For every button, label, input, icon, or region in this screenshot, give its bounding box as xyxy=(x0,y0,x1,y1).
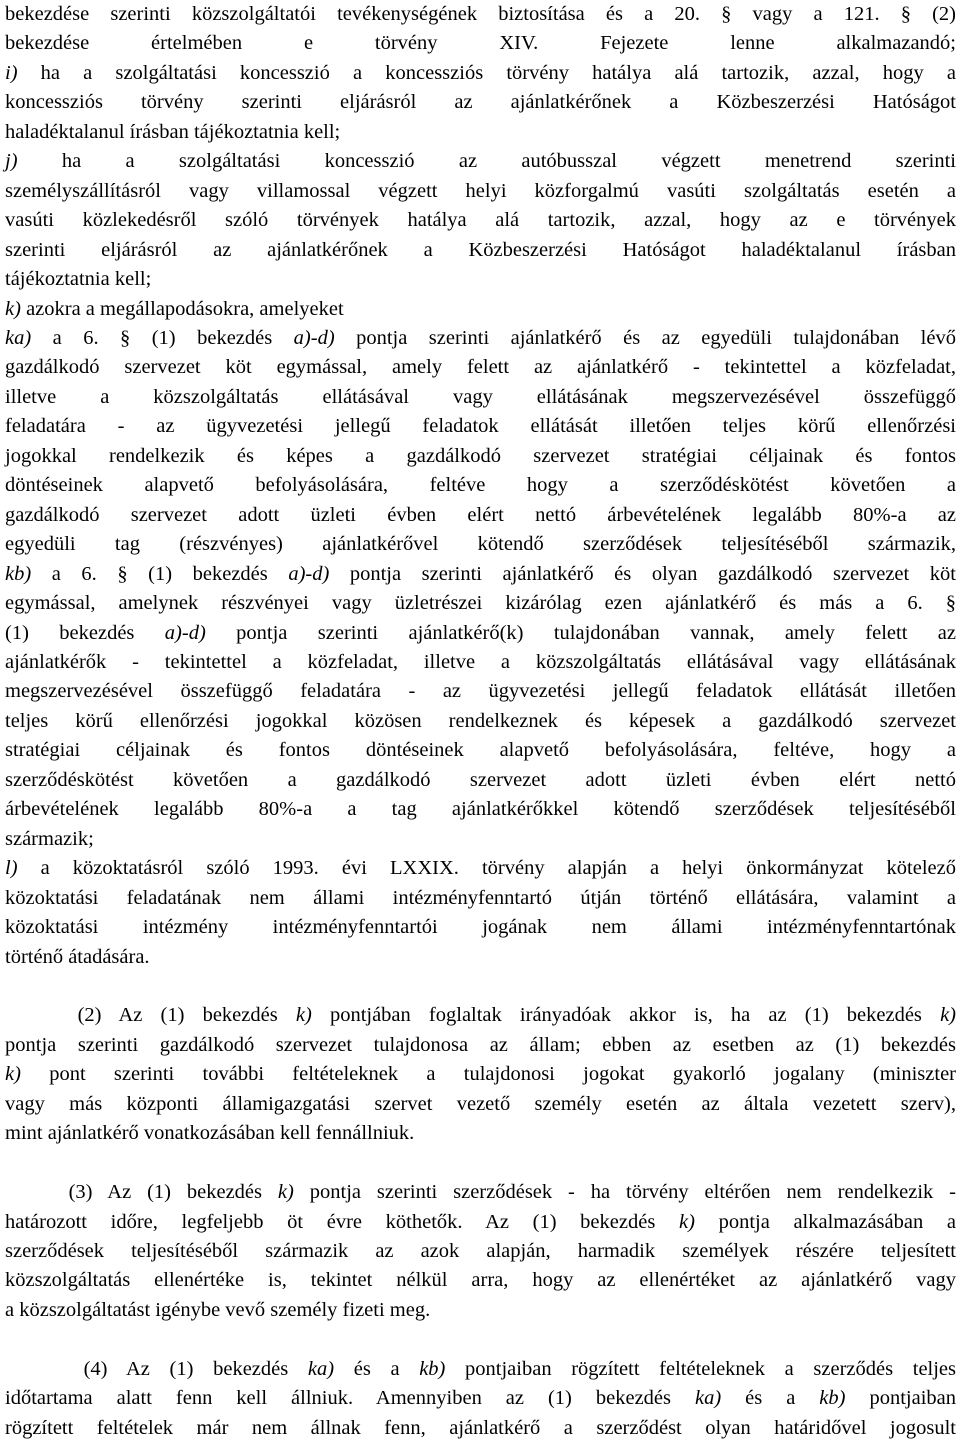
text-run: pont szerinti további feltételeknek a tulajdonosi jogokat gyakorló jogalany (miniszter xyxy=(20,1063,956,1086)
text-run: bekezdése szerinti közszolgáltatói tevékenységének biztosítása és a 20. § vagy a 121. § (2) xyxy=(5,3,956,25)
text-line xyxy=(5,1384,956,1413)
text-line xyxy=(5,795,956,824)
point-reference: l) xyxy=(5,857,18,880)
text-run: pontja szerinti gazdálkodó szervezet tulajdonosa az állam; ebben az esetben az (1) bekezdés xyxy=(5,1033,956,1056)
list-intro xyxy=(5,0,956,972)
text-line xyxy=(5,1060,956,1089)
text-line xyxy=(5,412,956,441)
text-run: személyszállításról vagy villamossal végzett helyi közforgalmú vasúti szolgáltatás esetén a xyxy=(5,179,956,202)
text-line xyxy=(5,29,956,58)
text-run: ha a szolgáltatási koncesszió az autóbusszal végzett menetrend szerinti xyxy=(17,150,956,173)
text-line xyxy=(5,59,956,88)
text-line xyxy=(5,766,956,795)
text-line xyxy=(5,1414,956,1443)
text-run: és a xyxy=(334,1357,420,1380)
text-run: szerződéskötést követően a gazdálkodó szervezet adott üzleti évben elért nettó xyxy=(5,768,956,791)
point-reference: k) xyxy=(678,1210,695,1233)
text-run: ha a szolgáltatási koncesszió a koncessziós törvény hatálya alá tartozik, azzal, hogy a xyxy=(17,61,956,84)
text-run: teljes körű ellenőrzési jogokkal közösen rendelkeznek és képesek a gazdálkodó szervezet xyxy=(5,709,956,732)
text-line xyxy=(5,1031,956,1060)
text-run: mint ajánlatkérő vonatkozásában kell fennállniuk. xyxy=(5,1122,415,1145)
text-line xyxy=(5,0,956,29)
point-reference: a)-d) xyxy=(164,621,206,644)
text-run: (1) bekezdés xyxy=(5,621,165,644)
text-run: (3) Az (1) bekezdés xyxy=(5,1181,278,1204)
text-run: közoktatási intézmény intézményfenntartói jogának nem állami intézményfenntartónak xyxy=(5,916,956,939)
text-line xyxy=(5,177,956,206)
paragraph-3 xyxy=(5,1178,956,1325)
text-run: a 6. § (1) bekezdés xyxy=(31,562,289,585)
text-run: bekezdése értelmében e törvény XIV. Fejezete lenne alkalmazandó; xyxy=(5,32,956,55)
point-reference: k) xyxy=(295,1004,312,1027)
text-line xyxy=(5,501,956,530)
text-run: haladéktalanul írásban tájékoztatnia kell; xyxy=(5,120,341,143)
text-run: a közszolgáltatást igénybe vevő személy fizeti meg. xyxy=(5,1298,431,1321)
text-run: koncessziós törvény szerinti eljárásról az ajánlatkérőnek a Közbeszerzési Hatóságot xyxy=(5,91,956,114)
text-run: illetve a közszolgáltatás ellátásával vagy ellátásának megszervezésével összefüggő xyxy=(5,385,956,408)
text-line xyxy=(5,707,956,736)
text-run: megszervezésével összefüggő feladatára - az ügyvezetési jellegű feladatok ellátását illetően xyxy=(5,680,956,703)
text-run: származik; xyxy=(5,827,94,850)
text-line xyxy=(5,324,956,353)
text-line xyxy=(5,147,956,176)
text-run: vasúti közlekedésről szóló törvények hatálya alá tartozik, azzal, hogy az e törvények xyxy=(5,209,956,232)
text-run: közszolgáltatás ellenértéke is, tekintet nélkül arra, hogy az ellenértéket az ajánlatkérő vagy xyxy=(5,1269,956,1292)
text-run: stratégiai céljainak és fontos döntéseinek alapvető befolyásolására, feltéve, hogy a xyxy=(5,739,956,762)
text-run: ajánlatkérők - tekintettel a közfeladat, illetve a közszolgáltatás ellátásával vagy ellátásának xyxy=(5,650,956,673)
text-line xyxy=(5,1001,956,1030)
point-reference: a)-d) xyxy=(293,326,335,349)
document-body xyxy=(5,0,956,1443)
point-reference: k) xyxy=(5,297,21,320)
text-run: pontjaiban rögzített feltételeknek a szerződés teljes xyxy=(445,1357,957,1380)
text-run: döntéseinek alapvető befolyásolására, feltéve hogy a szerződéskötést követően a xyxy=(5,474,956,497)
point-reference: ka) xyxy=(5,326,32,349)
text-line xyxy=(5,1355,956,1384)
text-run: pontja alkalmazásában a xyxy=(694,1210,956,1233)
text-line xyxy=(5,118,956,147)
text-run: egyedüli tag (részvényes) ajánlatkérővel kötendő szerződések teljesítéséből származik, xyxy=(5,533,956,556)
text-run: szerződések teljesítéséből származik az azok alapján, harmadik személyek részére teljesített xyxy=(5,1240,956,1262)
text-run: közoktatási feladatának nem állami intézményfenntartó útján történő ellátására, valamint a xyxy=(5,886,956,909)
paragraph-4 xyxy=(5,1355,956,1443)
text-run: pontjában foglaltak irányadóak akkor is, ha az (1) bekezdés xyxy=(311,1004,941,1027)
text-run: a 6. § (1) bekezdés xyxy=(31,326,294,349)
text-line xyxy=(5,236,956,265)
text-run: gazdálkodó szervezet adott üzleti évben elért nettó árbevételének legalább 80%-a az xyxy=(5,503,956,526)
text-line xyxy=(5,648,956,677)
text-run: egymással, amelynek részvényei vagy üzletrészei kizárólag ezen ajánlatkérő és más a 6. § xyxy=(5,592,956,615)
text-line xyxy=(5,854,956,883)
text-line xyxy=(5,471,956,500)
text-line xyxy=(5,619,956,648)
point-reference: kb) xyxy=(419,1357,446,1380)
text-run: a közoktatásról szóló 1993. évi LXXIX. törvény alapján a helyi önkormányzat kötelező xyxy=(17,857,956,880)
text-line xyxy=(5,884,956,913)
text-line xyxy=(5,825,956,854)
text-line xyxy=(5,677,956,706)
text-line xyxy=(5,943,956,972)
text-line xyxy=(5,1119,956,1148)
text-run: történő átadására. xyxy=(5,945,150,968)
text-run: pontja szerinti ajánlatkérő és olyan gazdálkodó szervezet köt xyxy=(329,562,956,585)
text-line xyxy=(5,353,956,382)
text-run: tájékoztatnia kell; xyxy=(5,268,152,291)
text-run: időtartama alatt fenn kell állniuk. Amennyiben az (1) bekezdés xyxy=(5,1387,695,1410)
point-reference: a)-d) xyxy=(288,562,330,585)
text-run: gazdálkodó szervezet köt egymással, amely felett az ajánlatkérő - tekintettel a közfeladat, xyxy=(5,356,956,379)
text-line xyxy=(5,295,956,324)
text-line xyxy=(5,530,956,559)
point-reference: j) xyxy=(5,150,18,173)
text-run: feladatára - az ügyvezetési jellegű feladatok ellátását illetően teljes körű ellenőrzési xyxy=(5,415,956,438)
text-run: pontja szerinti szerződések - ha törvény eltérően nem rendelkezik - xyxy=(293,1181,956,1204)
text-run: szerinti eljárásról az ajánlatkérőnek a Közbeszerzési Hatóságot haladéktalanul írásban xyxy=(5,238,956,261)
text-line xyxy=(5,88,956,117)
text-line xyxy=(5,442,956,471)
text-run: rögzített feltételek már nem állnak fenn, ajánlatkérő a szerződést olyan határidővel jogosult xyxy=(5,1416,956,1439)
text-line xyxy=(5,1090,956,1119)
point-reference: k) xyxy=(5,1063,21,1086)
text-line xyxy=(5,736,956,765)
text-run: határozott időre, legfeljebb öt évre köthetők. Az (1) bekezdés xyxy=(5,1210,679,1233)
text-line xyxy=(5,1296,956,1325)
point-reference: k) xyxy=(277,1181,294,1204)
text-run: pontja szerinti ajánlatkérő és az egyedüli tulajdonában lévő xyxy=(334,326,956,349)
point-reference: ka) xyxy=(694,1387,722,1410)
text-line xyxy=(5,1208,956,1237)
text-run: pontja szerinti ajánlatkérő(k) tulajdonában vannak, amely felett az xyxy=(205,621,956,644)
text-run: pontjaiban xyxy=(845,1387,956,1410)
text-run: és a xyxy=(721,1387,820,1410)
text-run: (4) Az (1) bekezdés xyxy=(5,1357,308,1380)
text-line xyxy=(5,1266,956,1295)
text-run: (2) Az (1) bekezdés xyxy=(5,1004,296,1027)
text-line xyxy=(5,206,956,235)
point-reference: k) xyxy=(940,1004,956,1027)
point-reference: kb) xyxy=(5,562,32,585)
text-run: vagy más központi államigazgatási szervet vezető személy esetén az általa vezetett szerv), xyxy=(5,1092,956,1115)
point-reference: kb) xyxy=(819,1387,846,1410)
text-line xyxy=(5,1178,956,1207)
text-line xyxy=(5,383,956,412)
text-line xyxy=(5,560,956,589)
text-run: árbevételének legalább 80%-a a tag ajánlatkérőkkel kötendő szerződések teljesítéséből xyxy=(5,798,956,821)
paragraph-2 xyxy=(5,1001,956,1148)
text-run: azokra a megállapodásokra, amelyeket xyxy=(20,297,344,320)
text-line xyxy=(5,265,956,294)
point-reference: ka) xyxy=(307,1357,335,1380)
text-line xyxy=(5,1237,956,1266)
text-line xyxy=(5,913,956,942)
point-reference: i) xyxy=(5,61,18,84)
text-run: jogokkal rendelkezik és képes a gazdálkodó szervezet stratégiai céljainak és fontos xyxy=(5,444,956,467)
text-line xyxy=(5,589,956,618)
